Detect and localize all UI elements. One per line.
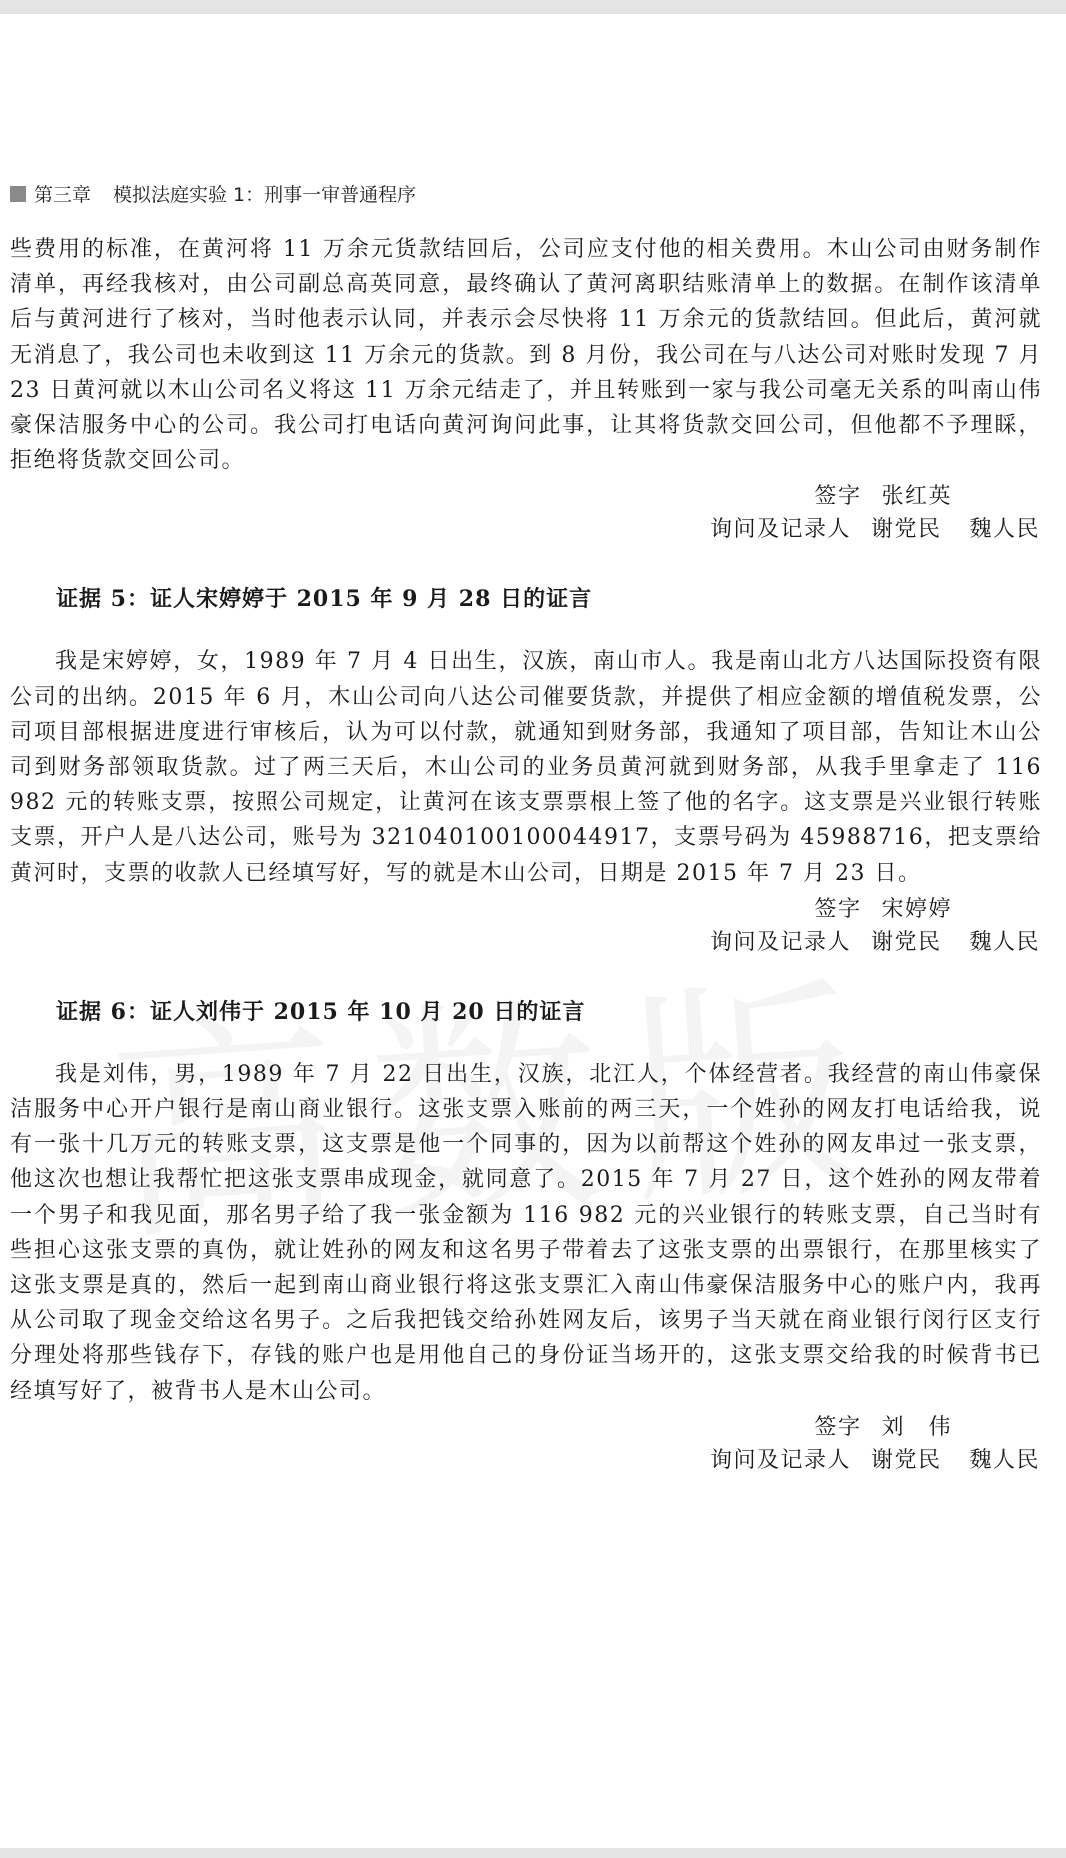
sign-label: 签字 [814,1414,862,1440]
page-content [10,232,1042,1477]
recorder-name-2: 魏人民 [969,517,1040,543]
section1-paragraph: 些费用的标准，在黄河将 11 万余元货款结回后，公司应支付他的相关费用。木山公司由财务制作清单，再经我核对，由公司副总高英同意，最终确认了黄河离职结账清单上的数据。在制作该清单后与黄河进行了核对，当时他表示认同，并表示会尽快将 11 万余元的货款结回。但此后，黄河就无消息了，我公司也未收到这 11 万余元的货款。到 8 月份，我公司在与八达公司对账时发现 7 月 23 日黄河就以木山公司名义将这 11 万余元结走了，并且转账到一家与我公司毫无关系的叫南山伟豪保洁服务中心的公司。我公司打电话向黄河询问此事，让其将货款交回公司，但他都不予理睬，拒绝将货款交回公司。 [10,237,1042,474]
sign-label: 签字 [814,896,862,922]
recorder-name-2: 魏人民 [969,1447,1040,1473]
recorder-name-1: 谢党民 [870,1447,942,1473]
recorder-name-2: 魏人民 [969,929,1040,955]
section3-recorders [10,1444,1042,1477]
section1-recorders [10,513,1042,546]
running-header [10,180,416,207]
recorder-label: 询问及记录人 [709,929,851,955]
header-square-icon [10,186,26,202]
recorder-name-1: 谢党民 [870,929,942,955]
section2-recorders [10,926,1042,959]
section2-paragraph: 我是宋婷婷，女，1989 年 7 月 4 日出生，汉族，南山市人。我是南山北方八达国际投资有限公司的出纳。2015 年 6 月，木山公司向八达公司催要货款，并提供了相应金额的增值税发票，公司项目部根据进度进行审核后，认为可以付款，就通知到财务部，我通知了项目部，告知让木山公司到财务部领取货款。过了两三天后，木山公司的业务员黄河就到财务部，从我手里拿走了 116 982 元的转账支票，按照公司规定，让黄河在该支票票根上签了他的名字。这支票是兴业银行转账支票，开户人是八达公司，账号为 321040100100044917，支票号码为 45988716，把支票给黄河时，支票的收款人已经填写好，写的就是木山公司，日期是 2015 年 7 月 23 日。 [10,649,1042,886]
sign-label: 签字 [814,484,862,510]
evidence-5-title: 证据 5：证人宋婷婷于 2015 年 9 月 28 日的证言 [56,586,593,613]
bottom-scan-border [0,1848,1066,1858]
signer-name: 宋婷婷 [881,896,952,922]
section2-signature [10,893,1042,926]
section1-signature [10,480,1042,513]
recorder-label: 询问及记录人 [709,517,851,543]
recorder-name-1: 谢党民 [870,517,942,543]
header-title: 模拟法庭实验 1：刑事一审普通程序 [113,184,417,206]
section3-signature [10,1411,1042,1444]
section3-paragraph: 我是刘伟，男，1989 年 7 月 22 日出生，汉族，北江人，个体经营者。我经营的南山伟豪保洁服务中心开户银行是南山商业银行。这张支票入账前的两三天，一个姓孙的网友打电话给我，说有一张十几万元的转账支票，这支票是他一个同事的，因为以前帮这个姓孙的网友串过一张支票，他这次也想让我帮忙把这张支票串成现金，就同意了。2015 年 7 月 27 日，这个姓孙的网友带着一个男子和我见面，那名男子给了我一张金额为 116 982 元的兴业银行的转账支票，自己当时有些担心这张支票的真伪，就让姓孙的网友和这名男子带着去了这张支票的出票银行，在那里核实了这张支票是真的，然后一起到南山商业银行将这张支票汇入南山伟豪保洁服务中心的账户内，我再从公司取了现金交给这名男子。之后我把钱交给孙姓网友后，该男子当天就在商业银行闵行区支行分理处将那些钱存下，存钱的账户也是用他自己的身份证当场开的，这张支票交给我的时候背书已经填写好了，被背书人是木山公司。 [10,1061,1042,1404]
signer-name: 张红英 [881,484,952,510]
evidence-6-title: 证据 6：证人刘伟于 2015 年 10 月 20 日的证言 [56,998,586,1025]
signer-name: 刘 伟 [881,1414,952,1440]
top-scan-border [0,0,1066,14]
header-chapter: 第三章 [34,184,92,206]
recorder-label: 询问及记录人 [709,1447,851,1473]
